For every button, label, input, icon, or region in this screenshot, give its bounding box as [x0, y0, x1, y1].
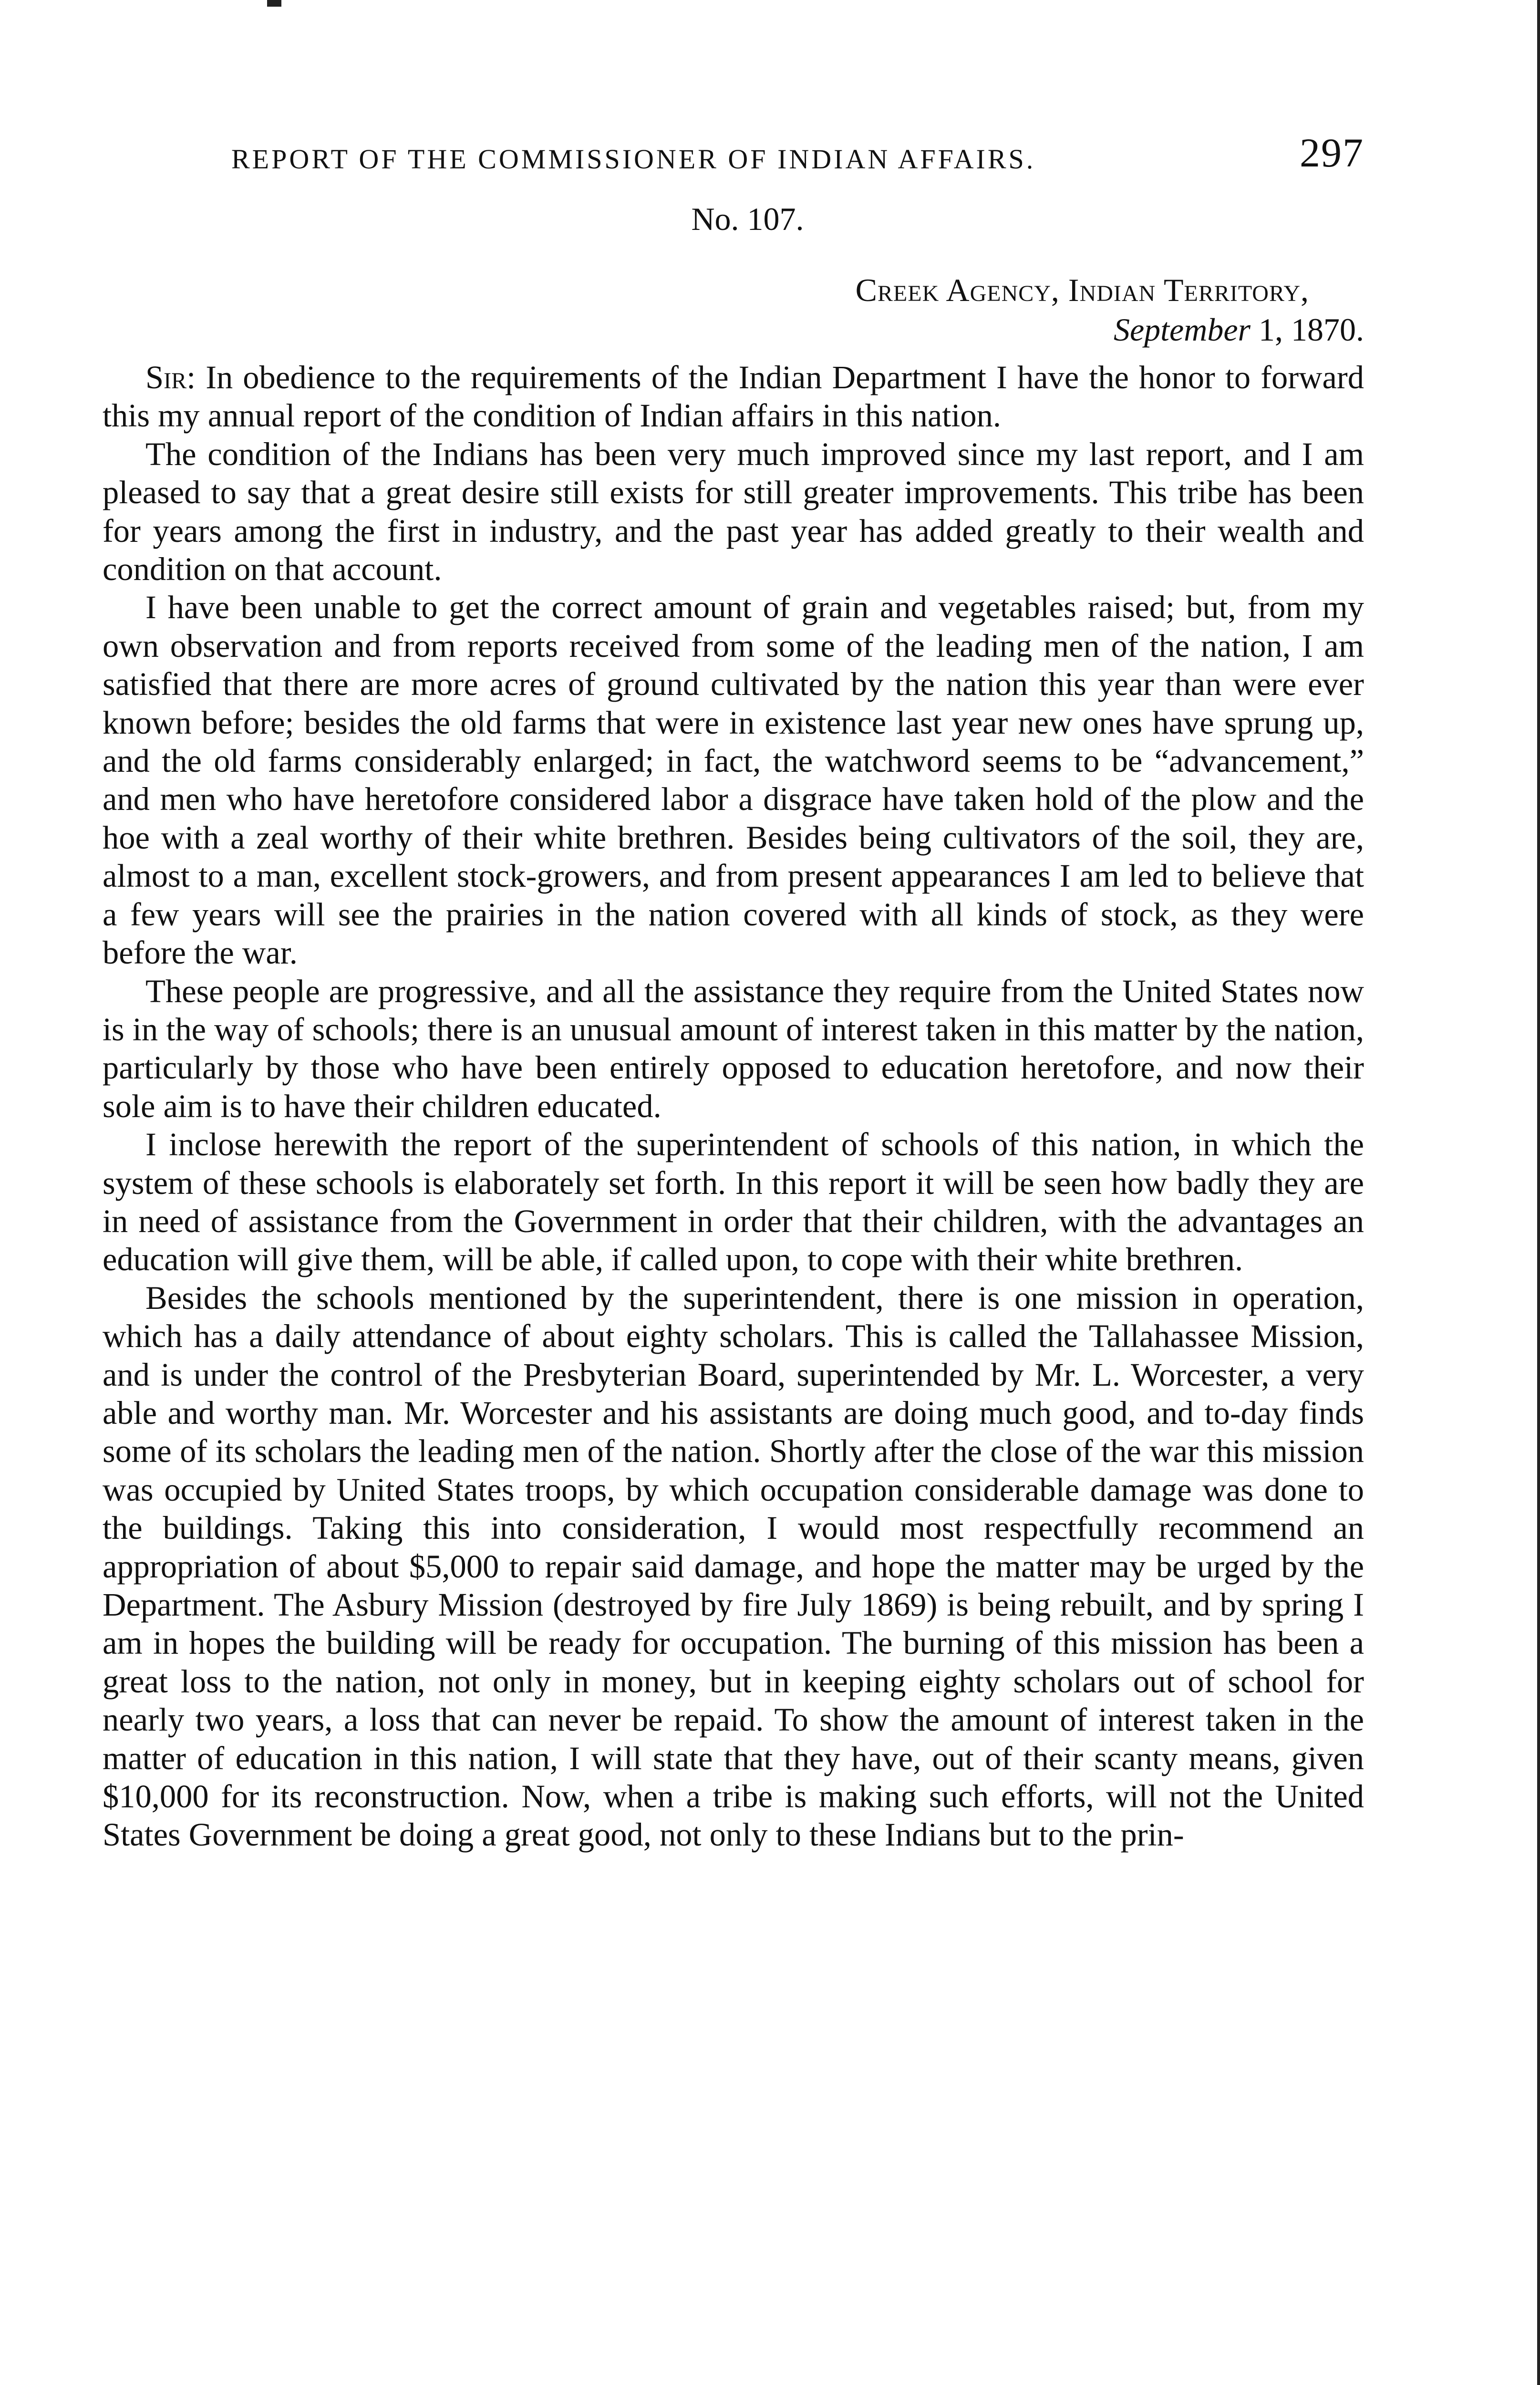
letter-date — [103, 311, 1364, 349]
letter-place: Creek Agency, Indian Territory, — [855, 272, 1309, 308]
paragraph-3: I have been unable to get the correct amount of grain and vegetables raised; but, from my own observation and from reports received from some of the leading men of the nation, I am satisfied that there are more acres of ground cultivated by the nation this year than were ever known before; besides the old farms that were in existence last year new ones have sprung up, and the old farms considerably enlarged; in fact, the watchword seems to be “advancement,” and men who have heretofore considered labor a disgrace have taken hold of the plow and the hoe with a zeal worthy of their white brethren. Besides being cultivators of the soil, they are, almost to a man, excellent stock-growers, and from present appearances I am led to believe that a few years will see the prairies in the nation covered with all kinds of stock, as they were before the war. — [103, 589, 1364, 971]
letter-date-day-year: 1, 1870. — [1251, 311, 1364, 348]
scan-mark — [267, 0, 281, 7]
page-number: 297 — [1300, 130, 1364, 176]
document-page — [103, 129, 1364, 1854]
paragraph-1-text: In obedience to the requirements of the Indian Department I have the honor to forward this my annual report of the condition of Indian affairs in this nation. — [103, 359, 1364, 434]
running-title: REPORT OF THE COMMISSIONER OF INDIAN AFFAIRS. — [231, 144, 1036, 175]
paragraph-2: The condition of the Indians has been very much improved since my last report, and I am pleased to say that a great desire still exists for still greater improvements. This tribe has been for years among the first in industry, and the past year has added greatly to their wealth and condition on that account. — [103, 436, 1364, 588]
paragraph-1 — [103, 358, 1364, 435]
document-number: No. 107. — [691, 201, 804, 237]
paragraph-5: I inclose herewith the report of the superintendent of schools of this nation, in which the system of these schools is elaborately set forth. In this report it will be seen how badly they are in need of assistance from the Government in order that their children, with the advantages an education will give them, will be able, if called upon, to cope with their white brethren. — [103, 1126, 1364, 1278]
paragraph-6: Besides the schools mentioned by the superintendent, there is one mission in operation, which has a daily attendance of about eighty scholars. This is called the Tallahassee Mission, and is under the control of the Presbyterian Board, superintended by Mr. L. Worcester, a very able and worthy man. Mr. Worcester and his assistants are doing much good, and to-day finds some of its scholars the leading men of the nation. Shortly after the close of the war this mission was occupied by United States troops, by which occupation considerable damage was done to the buildings. Taking this into consideration, I would most respectfully recommend an appropriation of about $5,000 to repair said damage, and hope the matter may be urged by the Department. The Asbury Mission (destroyed by fire July 1869) is being rebuilt, and by spring I am in hopes the building will be ready for occupation. The burning of this mission has been a great loss to the nation, not only in money, but in keeping eighty scholars out of school for nearly two years, a loss that can never be repaid. To show the amount of interest taken in the matter of education in this nation, I will state that they have, out of their scanty means, given $10,000 for its reconstruction. Now, when a tribe is making such efforts, will not the United States Government be doing a great good, not only to these Indians but to the prin- — [103, 1279, 1364, 1853]
letter-body — [103, 358, 1364, 1854]
paragraph-4: These people are progressive, and all the assistance they require from the United States now is in the way of schools; there is an unusual amount of interest taken in this matter by the nation, particularly by those who have been entirely opposed to education heretofore, and now their sole aim is to have their children educated. — [103, 973, 1364, 1124]
letter-date-month: September — [1113, 311, 1251, 348]
running-head — [103, 129, 1364, 181]
salutation: Sir: — [145, 359, 196, 395]
